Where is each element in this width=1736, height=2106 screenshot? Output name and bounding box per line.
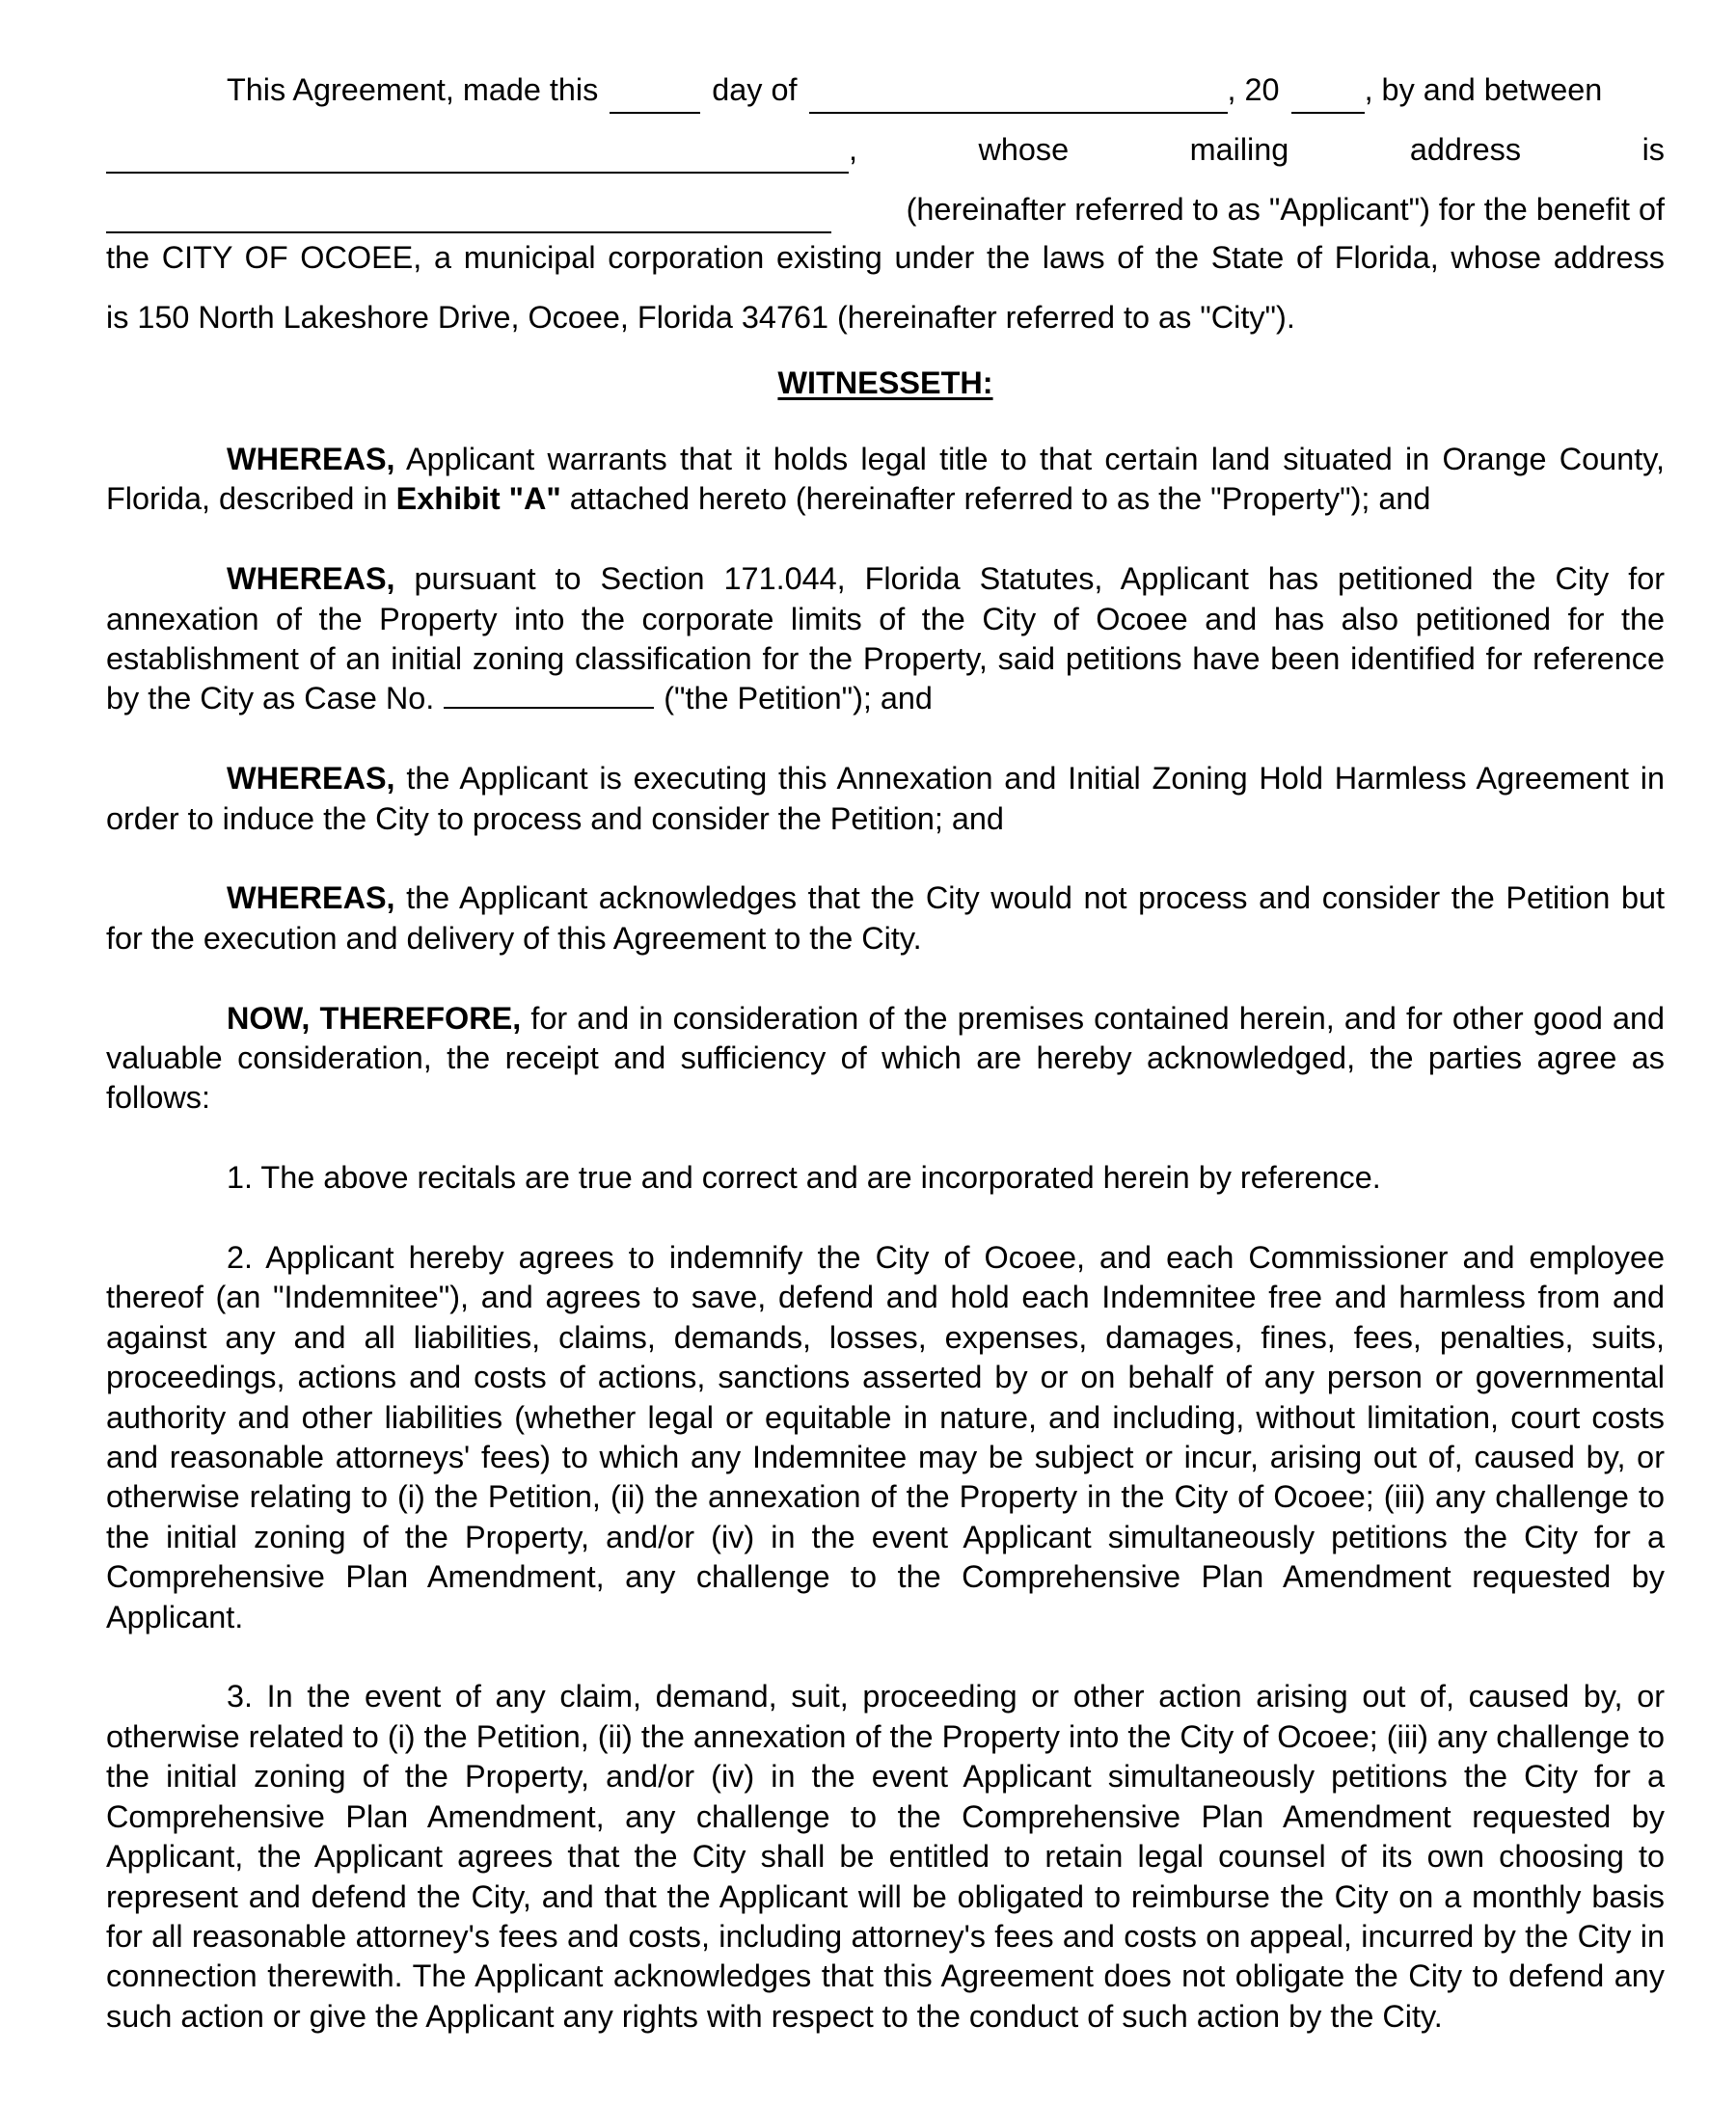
whereas-text-1b: attached hereto (hereinafter referred to as the "Property"); and [560, 481, 1431, 517]
whereas-lead-2: WHEREAS, [227, 561, 395, 597]
whereas-paragraph-3 [106, 759, 1665, 839]
intro-line-2 [106, 114, 1665, 174]
whereas-paragraph-2 [106, 559, 1665, 719]
mailing-address-blank[interactable] [106, 199, 831, 233]
intro-line-1 [106, 54, 1665, 114]
intro-text-day-of: day of [712, 72, 798, 107]
intro-word-whose: whose [978, 132, 1070, 167]
exhibit-a-reference: Exhibit "A" [395, 481, 561, 517]
whereas-lead-1: WHEREAS, [227, 442, 395, 476]
whereas-text-1a: Applicant warrants that it holds legal title to that certain land situated in Orange County, Florida, described in [106, 442, 1665, 517]
whereas-text-2a: pursuant to Section 171.044, Florida Statutes, Applicant has petitioned the City for annexation of the Property into the corporate limits of the City of Ocoee and has also petitioned for the establishment of an initial zoning classification for the Property, said petitions have been identified for reference by the City as Case No. [106, 561, 1665, 716]
intro-comma: , [849, 132, 857, 167]
applicant-name-blank[interactable] [106, 139, 849, 174]
case-number-blank[interactable] [444, 682, 654, 709]
whereas-lead-4: WHEREAS, [227, 880, 395, 916]
whereas-lead-3: WHEREAS, [227, 761, 395, 796]
intro-line-5: is 150 North Lakeshore Drive, Ocoee, Florida 34761 (hereinafter referred to as "City"). [106, 300, 1295, 335]
whereas-paragraph-1 [106, 440, 1665, 520]
day-blank[interactable] [610, 79, 700, 114]
intro-line-3 [106, 174, 1665, 233]
intro-word-mailing: mailing [1189, 132, 1289, 167]
now-therefore-lead: NOW, THEREFORE, [227, 1000, 522, 1036]
intro-word-is: is [1641, 132, 1665, 167]
whereas-text-3: the Applicant is executing this Annexation and Initial Zoning Hold Harmless Agreement in order to induce the City to process and consider the Petition; and [106, 761, 1665, 836]
year-blank[interactable] [1291, 79, 1365, 114]
intro-text-made-this: This Agreement, made this [227, 72, 599, 107]
now-therefore-paragraph [106, 999, 1665, 1119]
intro-text-year-prefix: , 20 [1227, 72, 1280, 107]
now-therefore-text: for and in consideration of the premises contained herein, and for other good and valuable consideration, the receipt and sufficiency of which are hereby acknowledged, the parties agree as follows: [106, 1000, 1665, 1116]
month-blank[interactable] [809, 79, 1228, 114]
whereas-text-4: the Applicant acknowledges that the City would not process and consider the Petition but for the execution and delivery of this Agreement to the City. [106, 880, 1665, 956]
section-2-indemnification: 2. Applicant hereby agrees to indemnify the City of Ocoee, and each Commissioner and employee thereof (an "Indemnitee"), and agrees to save, defend and hold each Indemnitee free and harmless from and against any and all liabilities, claims, demands, losses, expenses, damages, fines, fees, penalties, suits, proceedings, actions and costs of actions, sanctions asserted by or on behalf of any person or governmental authority and other liabilities (whether legal or equitable in nature, and including, without limitation, court costs and reasonable attorneys' fees) to which any Indemnitee may be subject or incur, arising out of, caused by, or otherwise relating to (i) the Petition, (ii) the annexation of the Property in the City of Ocoee; (iii) any challenge to the initial zoning of the Property, and/or (iv) in the event Applicant simultaneously petitions the City for a Comprehensive Plan Amendment, any challenge to the Comprehensive Plan Amendment requested by Applicant. [106, 1240, 1665, 1634]
whereas-paragraph-4 [106, 878, 1665, 958]
intro-word-address: address [1409, 132, 1522, 167]
witnesseth-heading: WITNESSETH: [777, 365, 993, 400]
intro-text-by-between: , by and between [1364, 72, 1603, 107]
intro-text-applicant-ref: (hereinafter referred to as "Applicant") for the benefit of [906, 192, 1665, 227]
section-1-recitals: 1. The above recitals are true and correct and are incorporated herein by reference. [227, 1160, 1381, 1196]
intro-line-4: the CITY OF OCOEE, a municipal corporation existing under the laws of the State of Florida, whose address [106, 240, 1665, 275]
section-3-legal-counsel: 3. In the event of any claim, demand, suit, proceeding or other action arising out of, caused by, or otherwise related to (i) the Petition, (ii) the annexation of the Property into the City of Ocoee; (iii) any challenge to the initial zoning of the Property, and/or (iv) in the event Applicant simultaneously petitions the City for a Comprehensive Plan Amendment, any challenge to the Comprehensive Plan Amendment requested by Applicant, the Applicant agrees that the City shall be entitled to retain legal counsel of its own choosing to represent and defend the City, and that the Applicant will be obligated to reimburse the City on a monthly basis for all reasonable attorney's fees and costs, including attorney's fees and costs on appeal, incurred by the City in connection therewith. The Applicant acknowledges that this Agreement does not obligate the City to defend any such action or give the Applicant any rights with respect to the conduct of such action by the City. [106, 1679, 1665, 2034]
whereas-text-2b: ("the Petition"); and [664, 681, 933, 716]
